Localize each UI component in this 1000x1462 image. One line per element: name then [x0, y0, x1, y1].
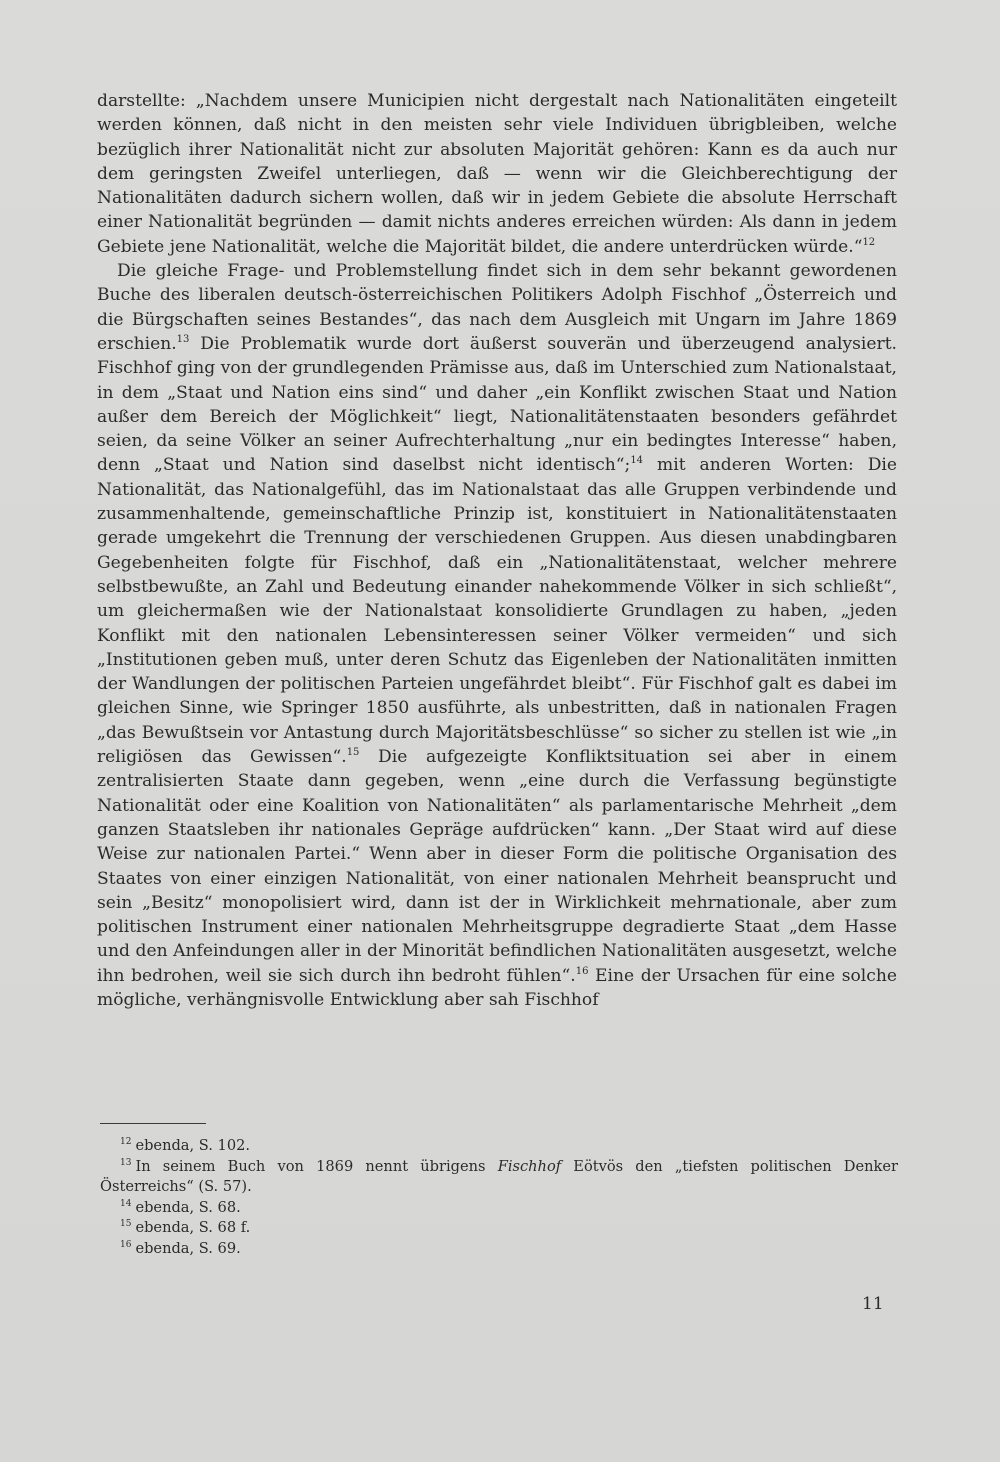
footnote-reference: 15	[346, 747, 360, 759]
paragraph-text: Eine der Ursachen für eine solche mögliche, verhängnisvolle Entwicklung aber sah Fischhof	[97, 965, 897, 1010]
footnotes	[100, 1136, 898, 1259]
footnote-16	[100, 1239, 898, 1260]
paragraph-text: darstellte: „Nachdem unsere Municipien nicht dergestalt nach Nationalitäten eingeteilt werden können, daß nicht in den meisten sehr viele Individuen übrigbleiben, welche bezüglich ihrer Nationalität nicht zur absoluten Majorität gehören: Kann es da auch nur dem geringsten Zweifel unterliegen, daß — wenn wir die Gleichberechtigung der Nationalitäten dadurch sichern wollen, daß wir in jedem Gebiete die absolute Herrschaft einer Nationalität begründen — damit nichts anderes erreichen würden: Als dann in jedem Gebiete jene Nationalität, welche die Majorität bildet, die andere unterdrücken würde.“	[97, 91, 897, 257]
footnote-reference: 12	[862, 236, 876, 248]
paragraph-text: Die Problematik wurde dort äußerst souverän und überzeugend analysiert. Fischhof ging von der grundlegenden Prämisse aus, daß im Unterschied zum Nationalstaat, in dem „Staat und Nation eins sind“ und daher „ein Konflikt zwischen Staat und Nation außer dem Bereich der Möglichkeit“ liegt, Nationalitätenstaaten besonders gefährdet seien, da seine Völker an seiner Aufrechterhaltung „nur ein bedingtes Interesse“ haben, denn „Staat und Nation sind daselbst nicht identisch“;	[97, 333, 897, 476]
footnote-number: 12	[120, 1137, 132, 1147]
main-text	[97, 89, 897, 1012]
footnote-text: In seinem Buch von 1869 nennt übrigens	[135, 1157, 498, 1175]
footnote-15	[100, 1218, 898, 1239]
footnote-reference: 14	[630, 455, 644, 467]
footnote-text: ebenda, S. 102.	[135, 1137, 251, 1154]
paragraph-text: Die gleiche Frage- und Problemstellung findet sich in dem sehr bekannt gewordenen Buche des liberalen deutsch-österreichischen Politikers Adolph Fischhof „Österreich und die Bürgschaften seines Bestandes“, das nach dem Ausgleich mit Ungarn im Jahre 1869 erschien.	[97, 261, 897, 354]
footnote-emphasis: Fischhof	[497, 1157, 562, 1175]
paragraph-1	[97, 89, 897, 259]
paragraph-text: mit anderen Worten: Die Nationalität, das Nationalgefühl, das im Nationalstaat das alle Gruppen verbindende und zusammenhaltende, gemeinschaftliche Prinzip ist, konstituiert in Nationalitätenstaaten gerade umgekehrt die Trennung der verschiedenen Gruppen. Aus diesen unabdingbaren Gegebenheiten folgte für Fischhof, daß ein „Nationalitätenstaat, welcher mehrere selbstbewußte, an Zahl und Bedeutung einander nahekommende Völker in sich schließt“, um gleichermaßen wie der Nationalstaat konsolidierte Grundlagen zu haben, „jeden Konflikt mit den nationalen Lebensinteressen seiner Völker vermeiden“ und sich „Institutionen geben muß, unter deren Schutz das Eigenleben der Nationalitäten inmitten der Wandlungen der politischen Parteien ungefährdet bleibt“. Für Fischhof galt es dabei im gleichen Sinne, wie Springer 1850 ausführte, als unbestritten, daß in nationalen Fragen „das Bewußtsein vor Antastung durch Majoritätsbeschlüsse“ so sicher zu stellen ist wie „in religiösen das Gewissen“.	[97, 455, 897, 768]
footnote-number: 14	[120, 1198, 132, 1209]
footnote-text: ebenda, S. 68 f.	[135, 1219, 251, 1236]
paragraph-text: Die aufgezeigte Konfliktsituation sei aber in einem zentralisierten Staate dann gegeben, wenn „eine durch die Verfassung begünstigte Nationalität oder eine Koalition von Nationalitäten“ als parlamentarische Mehrheit „dem ganzen Staatsleben ihr nationales Gepräge aufdrücken“ kann. „Der Staat wird auf diese Weise zur nationalen Partei.“ Wenn aber in dieser Form die politische Organisation des Staates von einer einzigen Nationalität, von einer nationalen Mehrheit beansprucht und sein „Besitz“ monopolisiert wird, dann ist der in Wirklichkeit mehrnationale, aber zum politischen Instrument einer nationalen Mehrheitsgruppe degradierte Staat „dem Hasse und den Anfeindungen aller in der Minorität befindlichen Nationalitäten ausgesetzt, welche ihn bedrohen, weil sie sich durch ihn bedroht fühlen“.	[97, 747, 897, 986]
footnote-reference: 16	[575, 965, 589, 977]
footnote-number: 15	[120, 1219, 132, 1229]
footnote-12	[100, 1136, 898, 1157]
footnote-text: ebenda, S. 68.	[135, 1198, 241, 1216]
footnote-13	[100, 1157, 898, 1198]
paragraph-2	[97, 259, 897, 1012]
footnote-number: 16	[120, 1239, 132, 1250]
footnote-divider	[100, 1123, 206, 1124]
footnote-reference: 13	[176, 333, 190, 345]
page-number: 11	[862, 1294, 884, 1314]
footnote-text: ebenda, S. 69.	[135, 1239, 241, 1257]
footnote-14	[100, 1198, 898, 1219]
footnote-number: 13	[120, 1157, 132, 1168]
footnote-text: Eötvös den „tiefsten politischen Denker Österreichs“ (S. 57).	[100, 1157, 898, 1195]
